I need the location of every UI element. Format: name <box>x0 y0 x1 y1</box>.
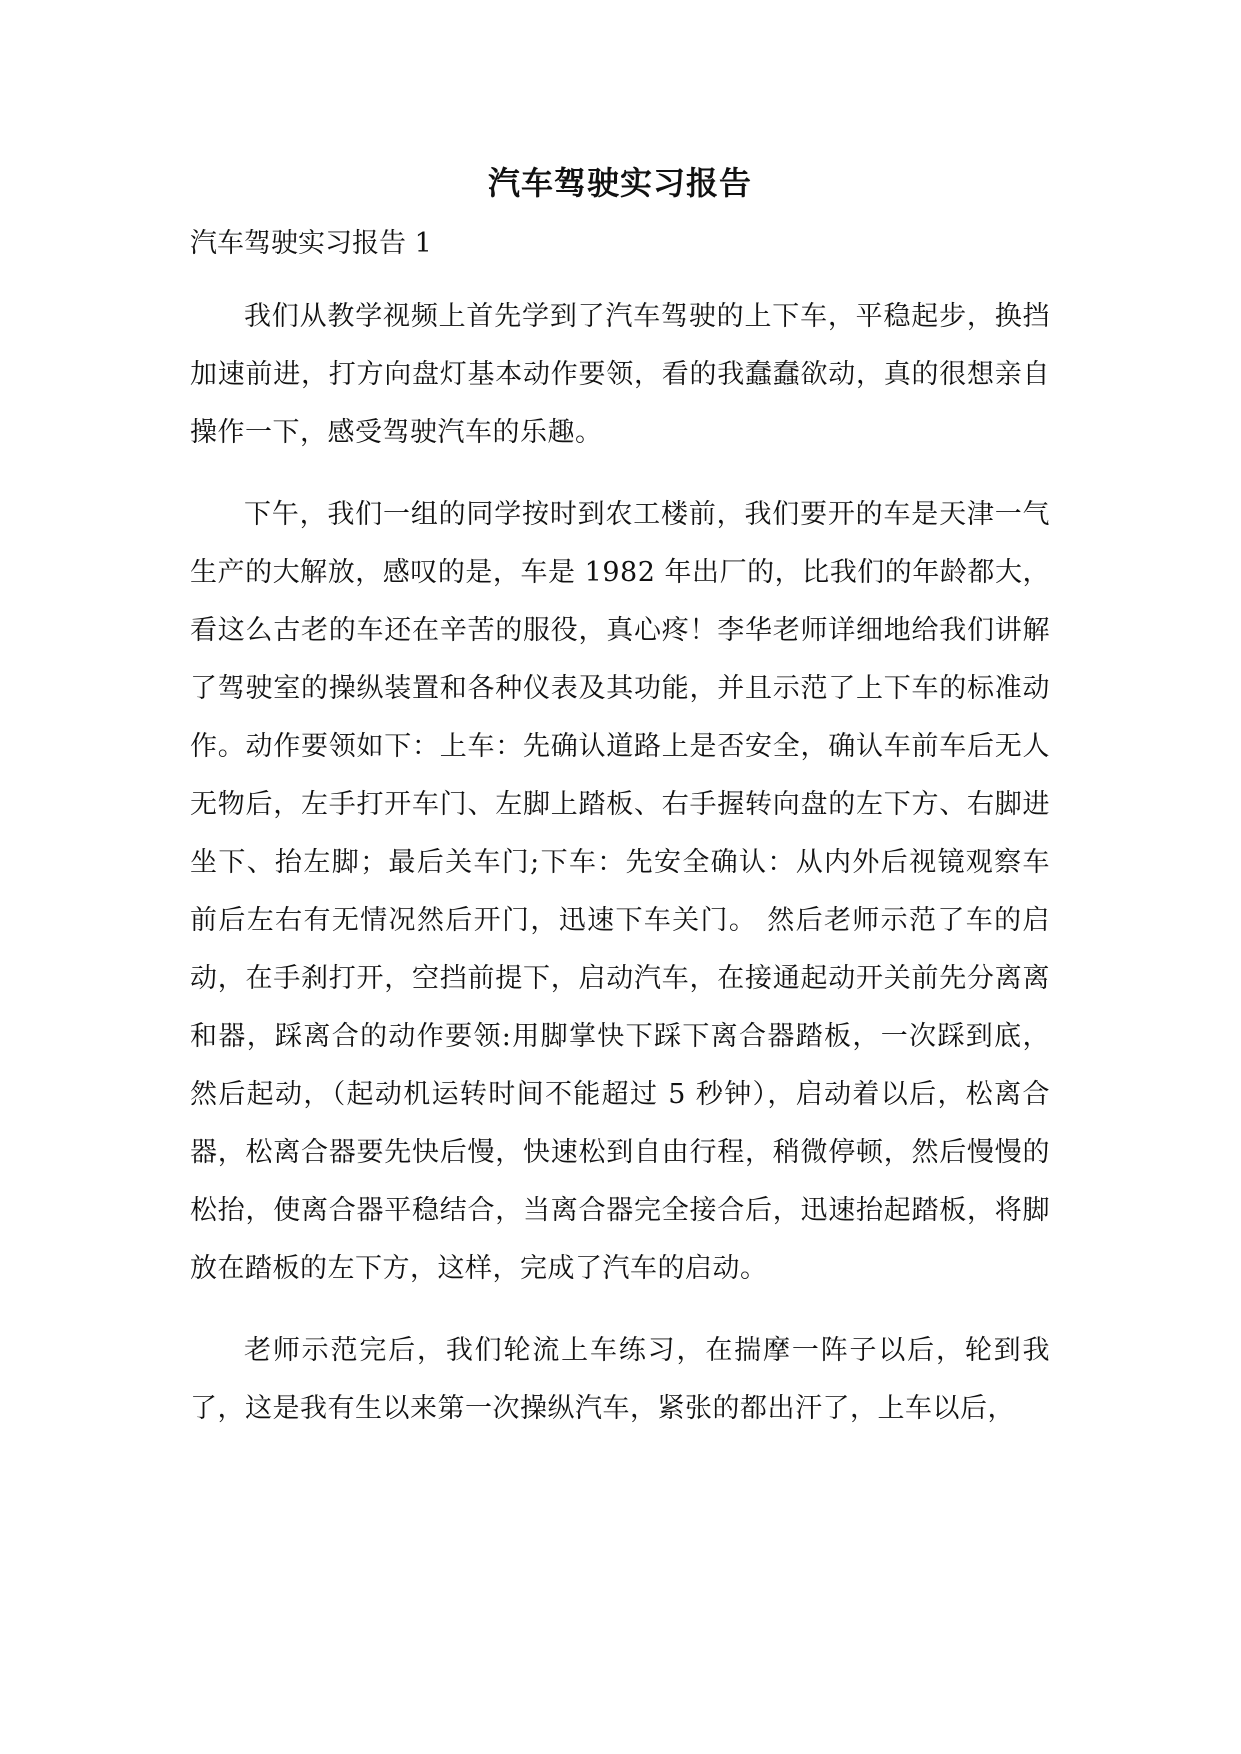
document-title: 汽车驾驶实习报告 <box>487 164 752 202</box>
document-body <box>190 158 1050 1438</box>
section-heading: 汽车驾驶实习报告 1 <box>190 228 432 259</box>
paragraph-2: 下午，我们一组的同学按时到农工楼前，我们要开的车是天津一气生产的大解放，感叹的是，车是 1982 年出厂的，比我们的年龄都大，看这么古老的车还在辛苦的服役，真心疼！李华老师详细地给我们讲解了驾驶室的操纵装置和各种仪表及其功能，并且示范了上下车的标准动作。动作要领如下：上车：先确认道路上是否安全，确认车前车后无人无物后，左手打开车门、左脚上踏板、右手握转向盘的左下方、右脚进坐下、抬左脚；最后关车门;下车：先安全确认：从内外后视镜观察车前后左右有无情况然后开门，迅速下车关门。 然后老师示范了车的启动，在手刹打开，空挡前提下，启动汽车，在接通起动开关前先分离离和器，踩离合的动作要领:用脚掌快下踩下离合器踏板，一次踩到底，然后起动，（起动机运转时间不能超过 5 秒钟），启动着以后，松离合器，松离合器要先快后慢，快速松到自由行程，稍微停顿，然后慢慢的松抬，使离合器平稳结合，当离合器完全接合后，迅速抬起踏板，将脚放在踏板的左下方，这样，完成了汽车的启动。 <box>190 499 1050 1284</box>
paragraph-3: 老师示范完后，我们轮流上车练习，在揣摩一阵子以后，轮到我了，这是我有生以来第一次操纵汽车，紧张的都出汗了，上车以后， <box>190 1335 1050 1424</box>
paragraph-1: 我们从教学视频上首先学到了汽车驾驶的上下车，平稳起步，换挡加速前进，打方向盘灯基本动作要领，看的我蠢蠢欲动，真的很想亲自操作一下，感受驾驶汽车的乐趣。 <box>190 301 1050 448</box>
